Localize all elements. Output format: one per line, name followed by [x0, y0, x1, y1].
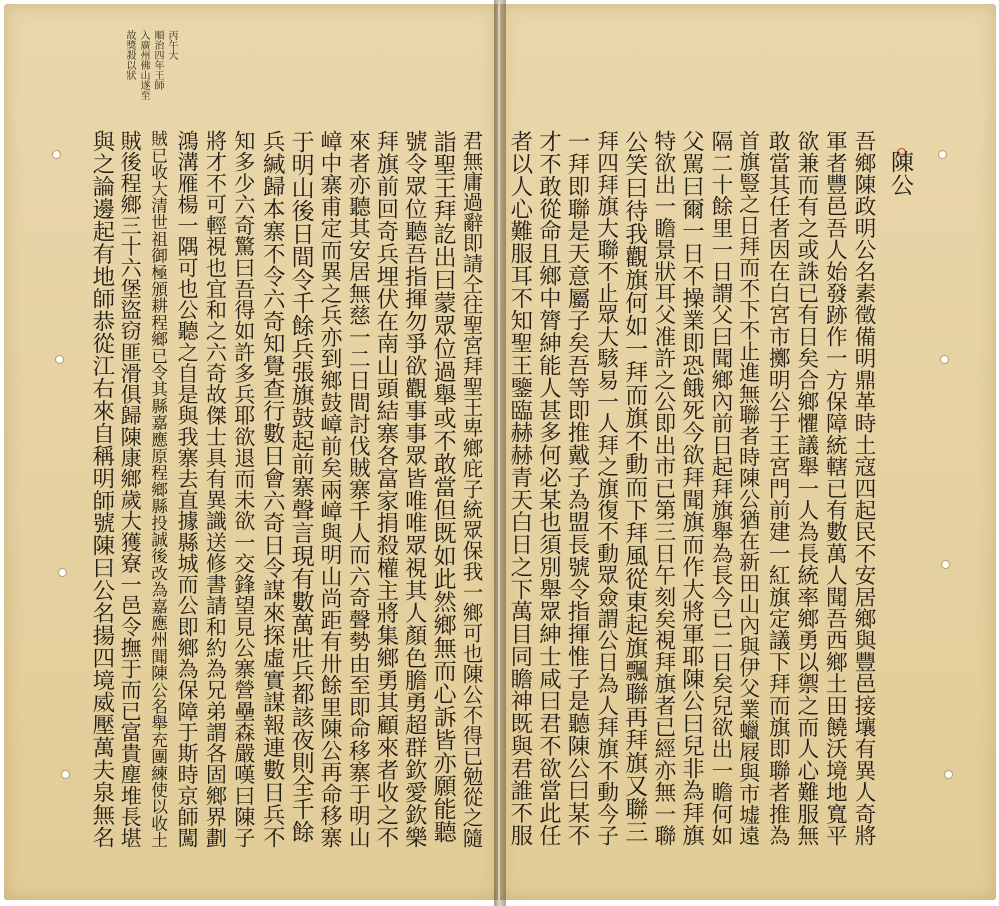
binding-hole [938, 150, 947, 159]
page-title: 陳公 [887, 150, 913, 196]
text-column: 于明山後日間令千餘兵張旗鼓起前寨聲言現有數萬壯兵都該夜則全千餘 [287, 130, 314, 843]
text-column: 敢當其任者因在白宮市擲明公于王宮門前建一紅旗定議下拜而旗即聯者推為 [765, 130, 791, 847]
marginal-note: 順治四年王師 [152, 30, 163, 90]
marginal-note: 故獎殺以狀 [124, 30, 135, 80]
text-column: 首旗豎之日拜而不下不止進無聯者時陳公猶在新田山內與伊父業蠟屐與市墟遠 [736, 130, 762, 847]
binding-hole [55, 355, 64, 364]
text-column: 來者亦聽其安居無慈一二日間討伐賊寨千人而六奇聲勢由至即命移寨于明山 [345, 130, 371, 849]
text-column: 號令眾位聽吾指揮勿爭欲觀事事眾皆唯唯眾視其人顏色膽勇超群欽愛欽樂 [401, 130, 428, 849]
text-column: 拜四拜旗大聯不止眾大駭易一人拜之旗復不動眾僉謂公日為人拜旗不動今子 [593, 130, 619, 847]
text-column: 賊已收大清世祖御極頒耕程鄉已令其縣嘉應原程鄉縣投誠後改為嘉應州聞陳公名舉充團練使以收土 [148, 130, 169, 849]
text-column: 者以人心難服耳不知聖王鑒臨赫赫青天白日之下萬目同瞻神既與君誰不服 [506, 130, 533, 847]
binding-hole [52, 150, 61, 159]
text-column: 拜旗前回奇兵埋伏在南山頭結寨各富家捐殺權主將集鄉勇其顧來者收之不 [372, 130, 399, 849]
text-column: 一拜即聯是天意屬子矣吾等即推戴子為盟長號令指揮惟子是聽陳公曰某不 [564, 130, 590, 847]
text-column: 特欲出一瞻景狀耳父准許之公即出市已第三日午刻矣視拜旗者已經亦無一聯 [650, 130, 676, 847]
binding-hole [940, 355, 949, 364]
binding-hole [61, 770, 70, 779]
binding-hole [941, 560, 950, 569]
text-column: 賊後程鄉三十六堡盜窃匪滑俱歸陳康鄉歲大獲寮一邑令撫于而已富貴塵堆長堪 [118, 130, 144, 849]
text-column: 欲兼而有之或誅已有日矣合鄉懼議舉一人為長統率鄉勇以禦之而人心難服無 [793, 130, 819, 847]
text-column: 隔二十餘里一日謂父曰聞鄉內前日起拜旗舉為長今已二日矣兒欲出一瞻何如 [708, 130, 733, 847]
binding-hole [58, 568, 67, 577]
marginal-note: 丙午大 [166, 30, 177, 60]
text-column: 將才不可輕視也宜和之六奇故傑士具有異識送修書請和約為兄弟謂各固鄉界劃 [203, 130, 229, 849]
text-column: 公笑曰待我觀旗何如一拜而旗不動而下拜風從東起旗飄聯再拜旗又聯三 [621, 130, 648, 843]
text-column: 與之論邊起有地師恭從江右來自稱明師號陳曰公名揚四境威壓萬夫泉無名 [88, 130, 115, 849]
binding-hole [944, 770, 953, 779]
text-column: 詣聖王拜訖出曰蒙眾位過舉或不敢當但既如此然鄉無而心訴皆亦願能聽 [429, 130, 456, 843]
text-column: 兵緘歸本寨不令六奇知覺查行數日會六奇日令謀來探虛實謀報連數日兵不 [259, 130, 286, 849]
text-column: 才不敢從命且鄉中膂紳能人甚多何必某也須別舉眾紳士咸曰君不欲當此任 [535, 130, 562, 847]
text-column: 軍者豐邑吾人始發跡作一方保障統轄已有數萬人聞吾西鄉土田饒沃境地寬平 [822, 130, 848, 847]
text-column: 父駡曰爾一日不操業即恐餓死今欲拜聞旗而作大將軍耶陳公曰兒非為拜旗 [678, 130, 705, 847]
text-column: 鴻溝雁楊一隅可也公聽之自是與我寨去直據縣城而公即鄉為保障于斯時京師闖 [175, 130, 200, 849]
text-column: 君無庸過辭即請仝往聖宮拜聖王卑鄉庇子統眾保我一鄉可也陳公不得已勉從之隨 [459, 130, 483, 848]
text-column: 吾鄉陳政明公名素徵備明鼎革時土寇四起民不安居鄉與豐邑接壤有異人奇將 [851, 130, 876, 847]
marginal-note: 入廣州佛山遂至 [138, 30, 149, 100]
text-column: 知多少六奇驚曰吾得如許多兵耶欲退而未欲一交鋒望見公寨營壘森嚴嘆曰陳子 [231, 130, 257, 849]
text-column: 嶂中寨甫定而異之兵亦到鄉鼓嶂前矣兩嶂與明山尚距有卅餘里陳公再命移寨 [317, 130, 342, 849]
